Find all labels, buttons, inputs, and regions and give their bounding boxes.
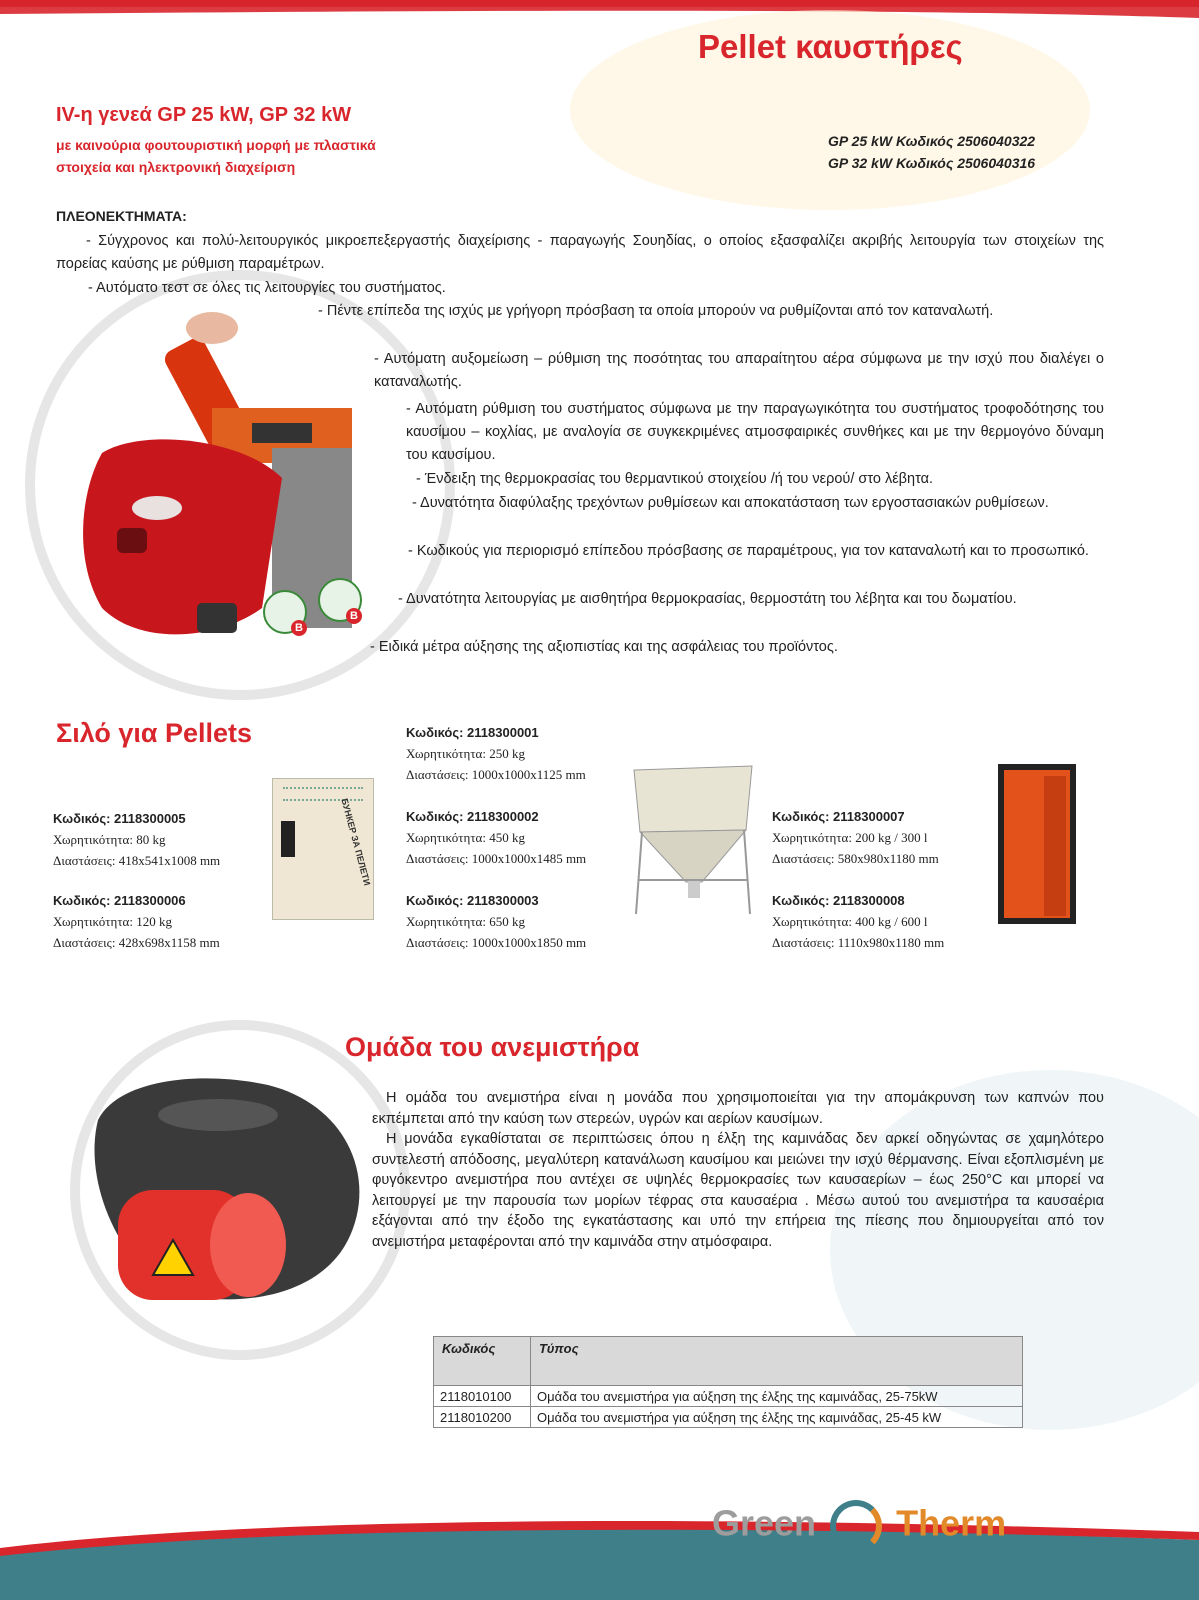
silo-item [53,890,220,953]
silo-code: 2118300006 [114,893,186,908]
code-label: Κωδικός: [772,809,830,824]
fan-codes-table [433,1336,1023,1428]
advantage-item: - Αυτόματο τεστ σε όλες τις λειτουργίες του συστήματος. [88,280,446,296]
metal-silo-image [998,764,1076,924]
advantage-item: - Ειδικά μέτρα αύξησης της αξιοπιστίας και της ασφάλειας του προϊόντος. [370,639,838,655]
capacity-label: Χωρητικότητα: [406,746,486,761]
table-header-code: Κωδικός [434,1337,531,1386]
capacity-label: Χωρητικότητα: [772,914,852,929]
fan-paragraph: Η ομάδα του ανεμιστήρα είναι η μονάδα που χρησιμοποιείται για την απομάκρυνση των καπνών που εκπέμπεται από την καύση των στερεών, υγρών και αερίων καυσίμων. [372,1090,1104,1127]
capacity-label: Χωρητικότητα: [406,830,486,845]
dims-label: Διαστάσεις: [53,853,116,868]
advantage-item: - Πέντε επίπεδα της ισχύς με γρήγορη πρόσβαση τα οποία μπορούν να ρυθμίζονται από τον καταναλωτή. [318,303,994,319]
product-codes [828,130,1035,174]
capacity-label: Χωρητικότητα: [53,832,133,847]
dims-label: Διαστάσεις: [406,935,469,950]
silo-code: 2118300002 [467,809,539,824]
silo-capacity: 650 kg [489,914,525,929]
code-label: Κωδικός: [53,811,111,826]
product-description-line2: στοιχεία και ηλεκτρονική διαχείριση [56,159,296,175]
table-row [434,1407,1023,1428]
code-label: Κωδικός: [406,809,464,824]
advantage-item: - Σύγχρονος και πολύ-λειτουργικός μικροεπεξεργαστής διαχείρισης - παραγωγής Σουηδίας, ο οποίος εξασφαλίζει ακριβής λειτουργία των στοιχείων της πορείας καύσης με ρύθμιση παραμέτρων. [56,233,1104,272]
silo-capacity: 250 kg [489,746,525,761]
table-row [434,1386,1023,1407]
code-label: Κωδικός: [406,893,464,908]
dims-label: Διαστάσεις: [772,851,835,866]
capacity-label: Χωρητικότητα: [772,830,852,845]
silo-dims: 580x980x1180 mm [837,851,939,866]
silo-dims: 1000x1000x1485 mm [471,851,587,866]
table-header-row [434,1337,1023,1386]
badge-letter: B [346,608,362,624]
logo-green-text: Green [712,1502,817,1544]
silo-capacity: 120 kg [136,914,172,929]
product-generation-title: IV-η γενεά GP 25 kW, GP 32 kW [56,104,352,126]
table-cell-code: 2118010200 [434,1407,531,1428]
advantage-item: - Κωδικούς για περιορισμό επίπεδου πρόσβασης σε παραμέτρους, για τον καταναλωτή και το προσωπικό. [408,543,1089,559]
silo-dims: 1000x1000x1850 mm [471,935,587,950]
capacity-label: Χωρητικότητα: [53,914,133,929]
product-code-gp32: GP 32 kW Κωδικός 2506040316 [828,155,1036,171]
silo-item [406,806,586,869]
silo-item [53,808,220,871]
silo-dims: 1000x1000x1125 mm [471,767,586,782]
badge-letter: B [291,620,307,636]
capacity-label: Χωρητικότητα: [406,914,486,929]
hopper-silo-image [628,760,758,920]
silo-section-title: Σιλό για Pellets [56,718,253,748]
product-code-gp25: GP 25 kW Κωδικός 2506040322 [828,133,1036,149]
code-label: Κωδικός: [53,893,111,908]
greentherm-logo [712,1500,1006,1552]
product-description [56,134,496,178]
silo-code: 2118300005 [114,811,186,826]
dims-label: Διαστάσεις: [406,767,469,782]
code-label: Κωδικός: [772,893,830,908]
table-cell-type: Ομάδα του ανεμιστήρα για αύξηση της έλξης της καμινάδας, 25-75kW [531,1386,1023,1407]
dims-label: Διαστάσεις: [406,851,469,866]
silo-code: 2118300003 [467,893,539,908]
silo-code: 2118300008 [833,893,905,908]
silo-dims: 418x541x1008 mm [118,853,221,868]
silo-dims: 428x698x1158 mm [118,935,220,950]
silo-box-image [272,778,374,920]
eco-badge-2 [318,578,362,622]
dims-label: Διαστάσεις: [53,935,116,950]
table-cell-type: Ομάδα του ανεμιστήρα για αύξηση της έλξης της καμινάδας, 25-45 kW [531,1407,1023,1428]
silo-capacity: 400 kg / 600 l [855,914,928,929]
silo-box-label: БУНКЕР ЗА ПЕЛЕТИ [339,797,373,887]
silo-item [772,806,939,869]
silo-capacity: 450 kg [489,830,525,845]
table-header-type: Τύπος [531,1337,1023,1386]
fan-unit-image [78,1060,378,1320]
advantages-heading: ΠΛΕΟΝΕΚΤΗΜΑΤΑ: [56,208,187,224]
silo-item [772,890,944,953]
fan-description [372,1088,1104,1252]
product-description-line1: με καινούρια φουτουριστική μορφή με πλαστικά [56,137,376,153]
advantage-item: - Δυνατότητα διαφύλαξης τρεχόντων ρυθμίσεων και αποκατάσταση των εργοστασιακών ρυθμίσεων. [412,495,1049,511]
silo-item [406,890,586,953]
silo-capacity: 80 kg [136,832,166,847]
silo-capacity: 200 kg / 300 l [855,830,928,845]
advantage-item: - Δυνατότητα λειτουργίας με αισθητήρα θερμοκρασίας, θερμοστάτη του λέβητα και του δωματίου. [398,591,1017,607]
table-cell-code: 2118010100 [434,1386,531,1407]
page-title: Pellet καυστήρες [698,28,963,65]
logo-ring-icon [830,1500,882,1552]
silo-code: 2118300007 [833,809,905,824]
silo-code: 2118300001 [467,725,539,740]
silo-item [406,722,586,785]
dims-label: Διαστάσεις: [772,935,835,950]
code-label: Κωδικός: [406,725,464,740]
logo-therm-text: Therm [896,1502,1007,1544]
fan-paragraph: Η μονάδα εγκαθίσταται σε περιπτώσεις όπου η έλξη της καμινάδας δεν αρκεί οδηγώντας σε χαμηλότερο συντελεστή απόδοσης, μεγαλύτερη κατανάλωση καυσίμου και μειώνει την ισχύ θέρμανσης. Είναι εξοπλισμένη με φυγόκεντρο ανεμιστήρα που αντέχει σε υψηλές θερμοκρασίες των καυσαερίων – έως 250°C και μπορεί να λειτουργεί με την παρουσία των μορίων τέφρας στα καυσαέρια . Μέσω αυτού του ανεμιστήρα τα καυσαέρια εξάγονται από την έξοδο της εγκατάστασης και υπό την επήρεια της πίεσης που δημιουργείται από τον ανεμιστήρα μεταφέρονται από την καμινάδα στην ατμόσφαιρα. [372,1131,1104,1250]
silo-dims: 1110x980x1180 mm [837,935,945,950]
advantage-item: - Ένδειξη της θερμοκρασίας του θερμαντικού στοιχείου /ή του νερού/ στο λέβητα. [416,471,934,487]
fan-section-title: Ομάδα του ανεμιστήρα [345,1032,640,1062]
advantage-item: - Αυτόματη αυξομείωση – ρύθμιση της ποσότητας του απαραίτητου αέρα σύμφωνα με την ισχύ που διαλέγει ο καταναλωτής. [374,351,1104,390]
eco-badge-1 [263,590,307,634]
advantage-item: - Αυτόματη ρύθμιση του συστήματος σύμφωνα με την παραγωγικότητα του συστήματος τροφοδότησης του καυσίμου – κοχλίας, με αναλογία σε συγκεκριμένες ατμοσφαιρικές συνθήκες και με την θερμογόνο δύναμη του καυσίμου. [406,401,1104,463]
